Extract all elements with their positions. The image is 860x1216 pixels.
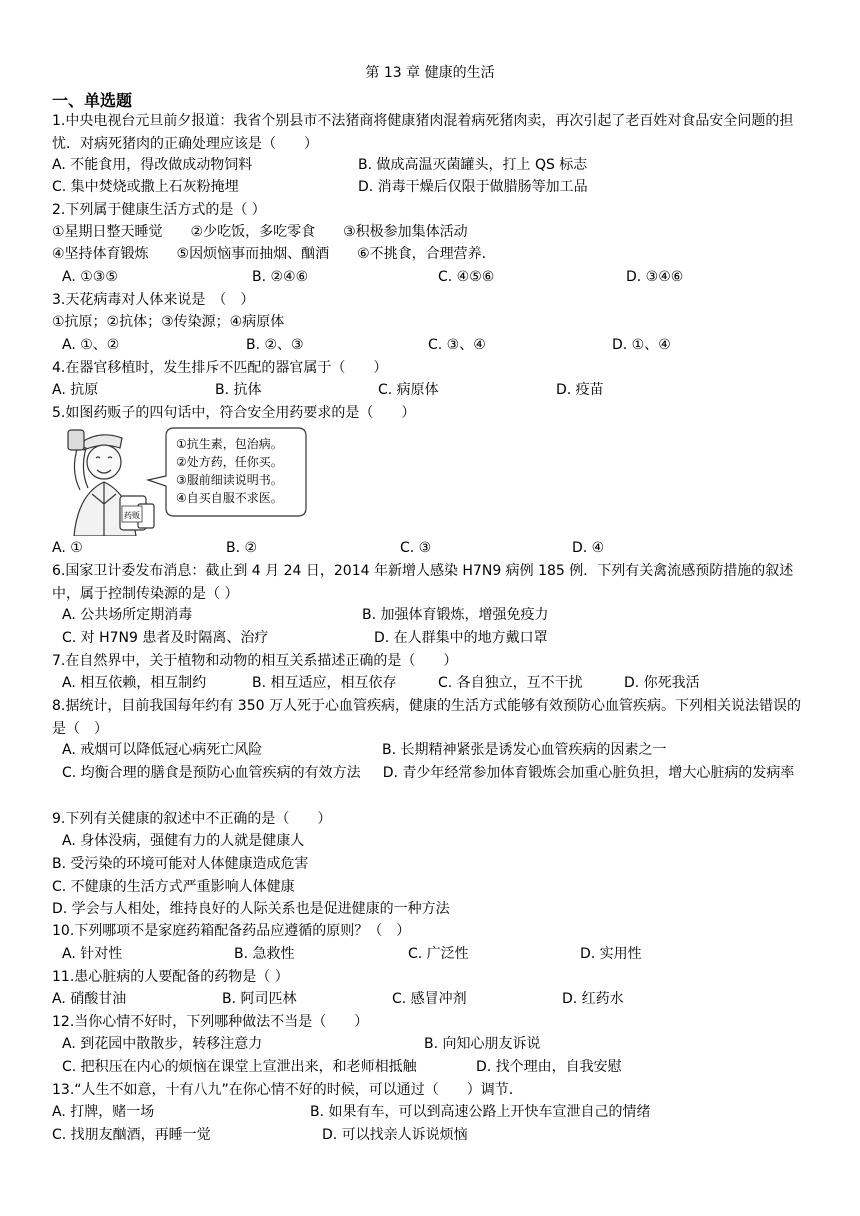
question-stem: 9.下列有关健康的叙述中不正确的是（ ）	[52, 811, 332, 827]
option-a[interactable]: A. 相互依赖，相互制约	[62, 675, 207, 691]
bubble-line: ④自买自服不求医。	[176, 491, 283, 505]
option-d[interactable]: D. ④	[572, 540, 605, 556]
option-b[interactable]: B. 急救性	[234, 946, 295, 962]
option-b[interactable]: B. ②	[226, 540, 258, 556]
option-d[interactable]: D. 红药水	[562, 991, 624, 1007]
question-stem: 8.据统计，目前我国每年约有 350 万人死于心血管疾病，健康的生活方式能够有效预防心血管疾病。下列相关说法错误的是（ ）	[52, 698, 801, 737]
option-c[interactable]: C. 集中焚烧或撒上石灰粉掩埋	[52, 179, 239, 195]
question-stem: 1.中央电视台元旦前夕报道：我省个别县市不法猪商将健康猪肉混着病死猪肉卖，再次引起了老百姓对食品安全问题的担忧．对病死猪肉的正确处理应该是（ ）	[52, 113, 794, 152]
option-a[interactable]: A. 到花园中散散步，转移注意力	[62, 1036, 263, 1052]
option-c[interactable]: C. 广泛性	[408, 946, 469, 962]
section-heading: 一、单选题	[52, 91, 133, 110]
option-a[interactable]: A. 硝酸甘油	[52, 991, 127, 1007]
option-c[interactable]: C. 感冒冲剂	[392, 991, 467, 1007]
question-stem: 4.在器官移植时，发生排斥不匹配的器官属于（ ）	[52, 360, 388, 376]
options-row	[52, 672, 812, 694]
options-row	[52, 1033, 812, 1055]
option-d[interactable]: D. 你死我活	[624, 675, 700, 691]
bubble-line: ①抗生素，包治病。	[176, 437, 283, 451]
question-stem: 3.天花病毒对人体来说是 （ ）	[52, 292, 255, 308]
options-row	[52, 1124, 812, 1146]
option-c[interactable]: C. 病原体	[378, 382, 439, 398]
question-stem: 7.在自然界中，关于植物和动物的相互关系描述正确的是（ ）	[52, 653, 458, 669]
question-stem: 11.患心脏病的人要配备的药物是（ ）	[52, 969, 289, 985]
option-d[interactable]: D. 可以找亲人诉说烦恼	[322, 1127, 468, 1143]
option-b[interactable]: B. 向知心朋友诉说	[424, 1036, 541, 1052]
option-c[interactable]: C. 对 H7N9 患者及时隔离、治疗	[62, 630, 269, 646]
raised-arm-icon	[74, 446, 88, 490]
options-row	[52, 154, 812, 176]
bubble-line: ③服前细读说明书。	[176, 473, 283, 487]
option-a[interactable]: A. 戒烟可以降低冠心病死亡风险	[62, 742, 263, 758]
question-stem: 13.“人生不如意，十有八九”在你心情不好的时候，可以通过（ ）调节．	[52, 1082, 523, 1098]
option-c[interactable]: C. 找朋友酗酒，再睡一觉	[52, 1127, 211, 1143]
option-c[interactable]: C. 把积压在内心的烦恼在课堂上宣泄出来，和老师相抵触	[62, 1059, 417, 1075]
option-a[interactable]: A. 不能食用，得改做成动物饲料	[52, 157, 253, 173]
options-row	[52, 739, 812, 761]
bubble-line: ②处方药，任你买。	[176, 455, 283, 469]
option-a[interactable]: A. ①	[52, 540, 83, 556]
option-d[interactable]: D. 青少年经常参加体育锻炼会加重心脏负担，增大心脏病的发病率	[382, 765, 795, 781]
option-a[interactable]: A. ①、②	[62, 337, 120, 353]
page-title: 第 13 章 健康的生活	[365, 65, 495, 81]
question-stem: 10.下列哪项不是家庭药箱配备药品应遵循的原则？（ ）	[52, 923, 411, 939]
option-b[interactable]: B. ②④⑥	[252, 269, 309, 285]
option-b[interactable]: B. 相互适应，相互依存	[252, 675, 397, 691]
option-b[interactable]: B. 如果有车，可以到高速公路上开快车宣泄自己的情绪	[310, 1104, 651, 1120]
option-c[interactable]: C. ③、④	[428, 337, 486, 353]
option-c[interactable]: C. 均衡合理的膳食是预防心血管疾病的有效方法	[62, 765, 361, 781]
statement-line: ④坚持体育锻炼 ⑤因烦恼事而抽烟、酗酒 ⑥不挑食，合理营养.	[52, 246, 487, 262]
options-row	[52, 379, 812, 401]
option-a[interactable]: A. 公共场所定期消毒	[62, 607, 193, 623]
option-a[interactable]: A. 抗原	[52, 382, 99, 398]
option-a[interactable]: A. ①③⑤	[62, 269, 118, 285]
option-d[interactable]: D. 学会与人相处，维持良好的人际关系也是促进健康的一种方法	[52, 901, 450, 917]
option-b[interactable]: B. 受污染的环境可能对人体健康造成危害	[52, 856, 309, 872]
drug-seller-illustration	[52, 424, 308, 536]
option-b[interactable]: B. 做成高温灭菌罐头，打上 QS 标志	[358, 157, 588, 173]
option-c[interactable]: C. 各自独立，互不干扰	[438, 675, 583, 691]
option-b[interactable]: B. 加强体育锻炼，增强免疫力	[362, 607, 549, 623]
options-row	[52, 1056, 812, 1078]
options-row	[52, 1101, 812, 1123]
options-row	[52, 762, 812, 785]
option-d[interactable]: D. ①、④	[612, 337, 671, 353]
bottle-icon	[68, 430, 84, 450]
question-stem: 2.下列属于健康生活方式的是（ ）	[52, 202, 266, 218]
option-d[interactable]: D. 找个理由，自我安慰	[476, 1059, 622, 1075]
options-row	[52, 176, 812, 198]
question-stem: 6.国家卫计委发布消息：截止到 4 月 24 日，2014 年新增人感染 H7N9 病例 185 例．下列有关禽流感预防措施的叙述中，属于控制传染源的是（ ）	[52, 563, 794, 602]
option-a[interactable]: A. 针对性	[62, 946, 123, 962]
options-row	[52, 627, 812, 649]
options-row	[52, 943, 812, 965]
option-b[interactable]: B. 长期精神紧张是诱发心血管疾病的因素之一	[382, 742, 667, 758]
option-b[interactable]: B. 阿司匹林	[222, 991, 297, 1007]
option-b[interactable]: B. 抗体	[215, 382, 262, 398]
options-row	[52, 988, 812, 1010]
statement-line: ①星期日整天睡觉 ②少吃饭，多吃零食 ③积极参加集体活动	[52, 224, 468, 240]
options-row	[52, 266, 812, 288]
option-a[interactable]: A. 打牌，赌一场	[52, 1104, 155, 1120]
option-c[interactable]: C. 不健康的生活方式严重影响人体健康	[52, 879, 295, 895]
badge-text: 药贩	[124, 511, 140, 520]
question-stem: 5.如图药贩子的四句话中，符合安全用药要求的是（ ）	[52, 405, 416, 421]
option-d[interactable]: D. 在人群集中的地方戴口罩	[374, 630, 548, 646]
question-stem: 12.当你心情不好时，下列哪种做法不当是（ ）	[52, 1014, 369, 1030]
face-icon	[87, 445, 121, 479]
option-c[interactable]: C. ④⑤⑥	[438, 269, 495, 285]
option-d[interactable]: D. 疫苗	[556, 382, 604, 398]
options-row	[52, 537, 812, 559]
options-row	[52, 604, 812, 626]
option-d[interactable]: D. ③④⑥	[626, 269, 684, 285]
option-d[interactable]: D. 消毒干燥后仅限于做腊肠等加工品	[358, 179, 588, 195]
options-row	[52, 334, 812, 356]
option-d[interactable]: D. 实用性	[580, 946, 642, 962]
option-b[interactable]: B. ②、③	[246, 337, 304, 353]
statement-line: ①抗原；②抗体；③传染源；④病原体	[52, 314, 285, 330]
option-a[interactable]: A. 身体没病，强健有力的人就是健康人	[62, 833, 305, 849]
option-c[interactable]: C. ③	[400, 540, 432, 556]
